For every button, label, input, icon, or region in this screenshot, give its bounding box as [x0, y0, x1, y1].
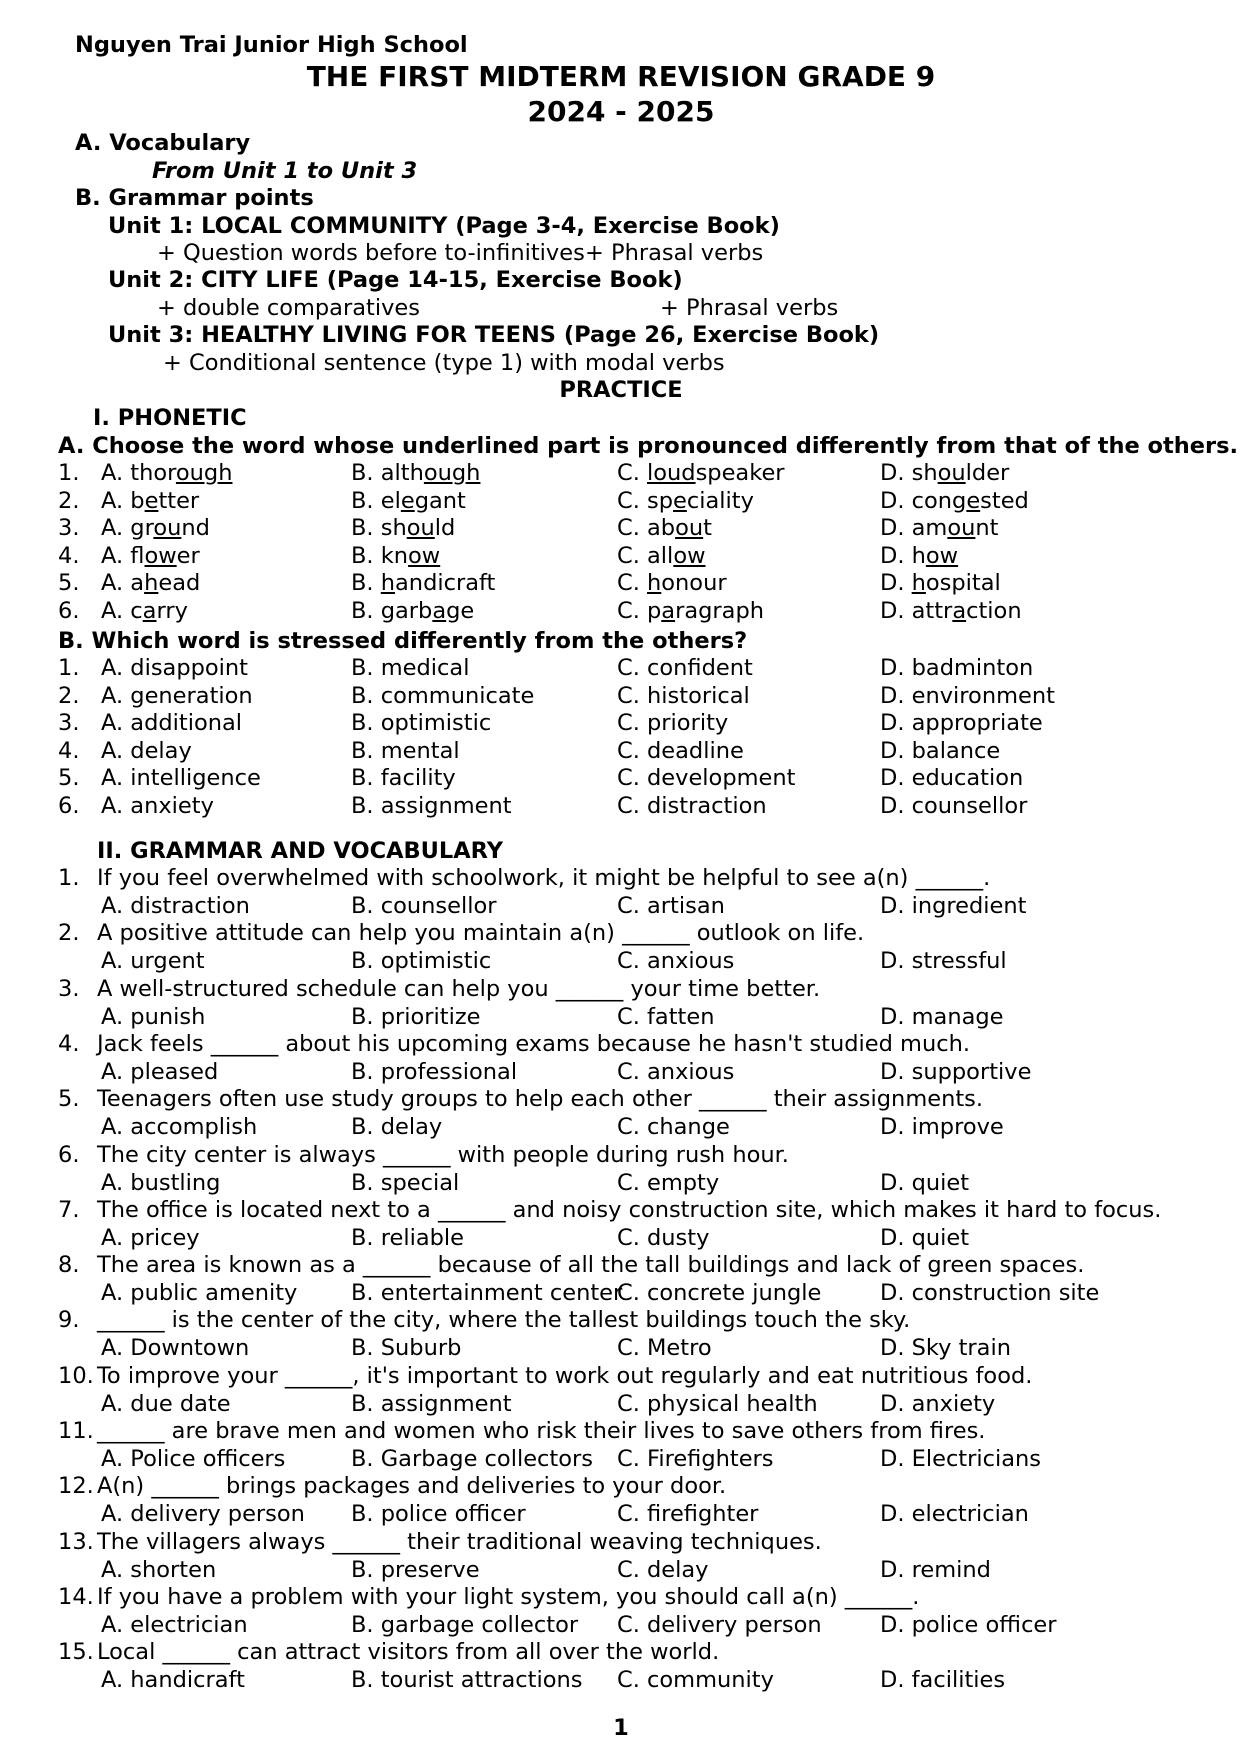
item-number: 4. — [58, 542, 80, 569]
answer-option — [617, 514, 712, 542]
underlined-part: h — [647, 570, 662, 597]
question-number: 4. — [58, 1030, 80, 1057]
answer-option: A. shorten — [101, 1556, 217, 1583]
answer-option: A. electrician — [101, 1611, 248, 1638]
underlined-part: ou — [406, 515, 435, 542]
answer-option: B. tourist attractions — [351, 1667, 583, 1694]
option-text: t — [703, 515, 712, 542]
underlined-part: a — [142, 598, 157, 624]
item-number: 3. — [58, 710, 80, 737]
question-stem: A well-structured schedule can help you ______ your time better. — [97, 975, 821, 1002]
question-number: 12. — [58, 1473, 94, 1500]
answer-option: D. environment — [880, 682, 1055, 709]
answer-option: D. remind — [880, 1556, 991, 1583]
answer-option: C. deadline — [617, 737, 744, 764]
underlined-part: e — [400, 487, 415, 514]
answer-option — [880, 514, 998, 542]
option-text: C. all — [617, 542, 674, 569]
answer-option: B. optimistic — [351, 948, 492, 975]
answer-option: C. distraction — [617, 793, 767, 819]
pronunciation-item — [0, 542, 1242, 570]
phonetic-partA-instruction: A. Choose the word whose underlined part is pronounced differently from that of the others. — [58, 433, 1239, 459]
underlined-part: ow — [925, 542, 959, 569]
underlined-part: ou — [153, 515, 182, 542]
option-text: C. — [617, 570, 648, 597]
answer-option: B. reliable — [351, 1224, 465, 1251]
answer-options — [0, 1390, 1242, 1418]
stress-item — [0, 792, 1242, 820]
vocabulary-heading: A. Vocabulary — [75, 130, 251, 156]
answer-options — [0, 1334, 1242, 1362]
stress-item — [0, 682, 1242, 710]
answer-option: A. disappoint — [101, 655, 249, 681]
underlined-part: loud — [647, 460, 696, 486]
answer-option: C. anxious — [617, 1058, 735, 1085]
stress-item — [0, 709, 1242, 737]
answer-options — [0, 1666, 1242, 1694]
answer-option — [617, 459, 785, 487]
answer-option: A. accomplish — [101, 1114, 258, 1141]
answer-option: D. improve — [880, 1114, 1004, 1141]
answer-option: A. delivery person — [101, 1501, 305, 1528]
answer-option: D. balance — [880, 737, 1001, 764]
option-text: B. alth — [351, 460, 424, 486]
answer-option: D. supportive — [880, 1058, 1032, 1085]
answer-option — [101, 569, 200, 597]
unit1-point-1: + Question words before to-infinitives — [157, 240, 585, 266]
answer-option: D. education — [880, 765, 1024, 792]
answer-option: D. appropriate — [880, 710, 1043, 737]
answer-option: B. assignment — [351, 1390, 512, 1417]
answer-option: B. counsellor — [351, 893, 497, 919]
answer-option: D. counsellor — [880, 793, 1028, 819]
question-stem: Jack feels ______ about his upcoming exams because he hasn't studied much. — [97, 1030, 970, 1057]
answer-option: C. anxious — [617, 948, 735, 975]
item-number: 1. — [58, 460, 80, 486]
underlined-part: e — [673, 487, 687, 514]
answer-option: D. construction site — [880, 1280, 1100, 1307]
option-text: D. h — [880, 542, 926, 569]
answer-option: B. entertainment center — [351, 1280, 623, 1307]
underlined-part: e — [144, 487, 159, 514]
option-text: D. sh — [880, 460, 938, 486]
answer-option: A. handicraft — [101, 1667, 245, 1694]
answer-option: D. police officer — [880, 1611, 1057, 1638]
option-text: ragraph — [675, 598, 764, 624]
answer-option: C. historical — [617, 682, 750, 709]
answer-option: D. stressful — [880, 948, 1007, 975]
underlined-part: a — [432, 598, 447, 624]
answer-options — [0, 1224, 1242, 1252]
underlined-part: a — [952, 598, 967, 624]
option-text: er — [176, 542, 200, 569]
unit3-point-1: + Conditional sentence (type 1) with modal verbs — [163, 350, 725, 376]
underlined-part: ough — [175, 460, 233, 486]
answer-options — [0, 1500, 1242, 1528]
answer-option — [101, 459, 232, 487]
option-text: A. fl — [101, 542, 145, 569]
question-number: 14. — [58, 1583, 94, 1610]
answer-options — [0, 1445, 1242, 1473]
item-number: 4. — [58, 737, 80, 764]
answer-option: D. badminton — [880, 655, 1034, 681]
underlined-part: ow — [673, 542, 706, 569]
option-text: A. gr — [101, 515, 154, 542]
underlined-part: ow — [408, 542, 441, 569]
phonetic-partB-instruction: B. Which word is stressed differently from the others? — [58, 628, 748, 654]
answer-option: B. prioritize — [351, 1003, 481, 1030]
answer-option: D. facilities — [880, 1667, 1006, 1694]
option-text: C. sp — [617, 487, 674, 514]
question-number: 15. — [58, 1639, 94, 1666]
answer-option: C. development — [617, 765, 796, 792]
answer-option: B. special — [351, 1169, 460, 1196]
answer-option — [351, 459, 480, 487]
answer-option — [351, 569, 495, 597]
question-number: 2. — [58, 920, 80, 947]
underlined-part: h — [911, 570, 926, 597]
answer-options — [0, 1058, 1242, 1086]
question-number: 7. — [58, 1196, 80, 1223]
answer-option — [351, 542, 440, 570]
answer-option: A. Downtown — [101, 1335, 250, 1362]
answer-option — [880, 459, 1009, 487]
answer-option: A. bustling — [101, 1169, 221, 1196]
question-number: 3. — [58, 975, 80, 1002]
option-text: B. garb — [351, 598, 433, 624]
answer-option: C. delivery person — [617, 1611, 822, 1638]
answer-option: B. medical — [351, 655, 470, 681]
grammar-points-heading: B. Grammar points — [75, 185, 314, 211]
answer-option: C. priority — [617, 710, 729, 737]
underlined-part: e — [966, 487, 981, 514]
answer-options — [0, 1556, 1242, 1584]
question-stem: The office is located next to a ______ and noisy construction site, which makes it hard to focus. — [97, 1196, 1162, 1223]
answer-option: A. punish — [101, 1003, 206, 1030]
stress-item — [0, 764, 1242, 792]
answer-option — [880, 542, 958, 570]
question-stem: The area is known as a ______ because of all the tall buildings and lack of green spaces. — [97, 1252, 1085, 1279]
underlined-part: ou — [947, 515, 976, 542]
answer-option — [351, 514, 455, 542]
option-text: gant — [414, 487, 466, 514]
option-text: D. — [880, 570, 912, 597]
answer-option: B. Garbage collectors — [351, 1446, 593, 1472]
answer-option: B. police officer — [351, 1501, 526, 1528]
answer-options — [0, 1003, 1242, 1031]
option-text: ead — [158, 570, 201, 597]
option-text: rry — [156, 598, 188, 624]
item-number: 1. — [58, 655, 80, 681]
pronunciation-item — [0, 459, 1242, 487]
option-text: B. kn — [351, 542, 409, 569]
answer-option: C. delay — [617, 1556, 709, 1583]
stress-item — [0, 737, 1242, 765]
answer-option: C. concrete jungle — [617, 1280, 822, 1307]
question-number: 11. — [58, 1418, 94, 1444]
option-text: D. am — [880, 515, 948, 542]
pronunciation-item — [0, 597, 1242, 625]
answer-options — [0, 892, 1242, 920]
answer-option: D. electrician — [880, 1501, 1029, 1528]
answer-option — [880, 597, 1022, 625]
underlined-part: ow — [144, 542, 177, 569]
option-text: sted — [980, 487, 1029, 514]
option-text: tter — [158, 487, 200, 514]
answer-option: A. pleased — [101, 1058, 219, 1085]
question-number: 1. — [58, 865, 80, 891]
question-number: 13. — [58, 1528, 94, 1555]
option-text: andicraft — [395, 570, 496, 597]
answer-options — [0, 1169, 1242, 1197]
item-number: 2. — [58, 487, 80, 514]
school-year: 2024 - 2025 — [527, 95, 715, 128]
answer-option: C. empty — [617, 1169, 720, 1196]
grammar-vocabulary-heading: II. GRAMMAR AND VOCABULARY — [97, 838, 504, 864]
stress-item — [0, 654, 1242, 682]
question-stem: A positive attitude can help you maintain a(n) ______ outlook on life. — [97, 920, 865, 947]
unit3-title: Unit 3: HEALTHY LIVING FOR TEENS (Page 26, Exercise Book) — [108, 322, 880, 348]
answer-option: B. delay — [351, 1114, 443, 1141]
answer-option — [101, 514, 210, 542]
answer-options — [0, 1279, 1242, 1307]
answer-option: A. generation — [101, 682, 253, 709]
answer-option: C. artisan — [617, 893, 725, 919]
answer-option — [101, 597, 188, 625]
option-text: C. p — [617, 598, 662, 624]
option-text: D. attr — [880, 598, 953, 624]
option-text: A. thor — [101, 460, 176, 486]
answer-option: A. intelligence — [101, 765, 261, 792]
item-number: 6. — [58, 598, 80, 624]
answer-option: B. Suburb — [351, 1335, 462, 1362]
answer-option: C. dusty — [617, 1224, 710, 1251]
answer-option: B. garbage collector — [351, 1611, 579, 1638]
answer-options — [0, 1113, 1242, 1141]
option-text: B. el — [351, 487, 401, 514]
unit2-title: Unit 2: CITY LIFE (Page 14-15, Exercise Book) — [108, 267, 683, 293]
pronunciation-item — [0, 514, 1242, 542]
vocabulary-detail: From Unit 1 to Unit 3 — [152, 158, 418, 184]
answer-option: C. confident — [617, 655, 753, 681]
practice-label: PRACTICE — [559, 377, 683, 403]
answer-option — [617, 542, 705, 570]
answer-option: D. ingredient — [880, 893, 1027, 919]
answer-option: A. distraction — [101, 893, 250, 919]
question-stem: The city center is always ______ with people during rush hour. — [97, 1141, 789, 1168]
answer-options — [0, 1611, 1242, 1639]
answer-option: B. mental — [351, 737, 460, 764]
answer-option: A. public amenity — [101, 1280, 298, 1307]
answer-option: B. preserve — [351, 1556, 480, 1583]
answer-option: C. Metro — [617, 1335, 712, 1362]
option-text: B. sh — [351, 515, 407, 542]
answer-option — [617, 597, 764, 625]
option-text: A. c — [101, 598, 143, 624]
answer-option: A. Police officers — [101, 1446, 286, 1472]
question-number: 5. — [58, 1086, 80, 1113]
unit2-point-1: + double comparatives — [157, 295, 420, 321]
answer-option: B. professional — [351, 1058, 518, 1085]
answer-option: A. delay — [101, 737, 192, 764]
question-number: 6. — [58, 1141, 80, 1168]
item-number: 6. — [58, 793, 80, 819]
question-stem: If you feel overwhelmed with schoolwork, it might be helpful to see a(n) ______. — [97, 865, 991, 891]
option-text: lder — [965, 460, 1010, 486]
question-stem: ______ are brave men and women who risk their lives to save others from fires. — [97, 1418, 986, 1444]
option-text: ld — [434, 515, 456, 542]
answer-option: C. Firefighters — [617, 1446, 774, 1472]
answer-option: D. anxiety — [880, 1390, 996, 1417]
option-text: onour — [661, 570, 727, 597]
answer-option: C. community — [617, 1667, 774, 1694]
option-text: D. cong — [880, 487, 967, 514]
question-number: 9. — [58, 1307, 80, 1334]
answer-option: D. Sky train — [880, 1335, 1011, 1362]
answer-option: A. anxiety — [101, 793, 214, 819]
answer-option — [617, 569, 727, 597]
underlined-part: h — [144, 570, 159, 597]
answer-option: B. optimistic — [351, 710, 492, 737]
question-stem: Local ______ can attract visitors from all over the world. — [97, 1639, 720, 1666]
answer-option: B. communicate — [351, 682, 535, 709]
answer-option: A. urgent — [101, 948, 205, 975]
underlined-part: ough — [423, 460, 481, 486]
underlined-part: ou — [937, 460, 966, 486]
question-number: 8. — [58, 1252, 80, 1279]
unit1-title: Unit 1: LOCAL COMMUNITY (Page 3-4, Exercise Book) — [108, 213, 780, 239]
answer-option: C. physical health — [617, 1390, 818, 1417]
answer-option: C. change — [617, 1114, 730, 1141]
option-text: B. — [351, 570, 381, 597]
option-text: A. a — [101, 570, 145, 597]
page-title: THE FIRST MIDTERM REVISION GRADE 9 — [306, 60, 936, 93]
answer-option: D. quiet — [880, 1224, 970, 1251]
option-text: ospital — [925, 570, 1001, 597]
question-stem: The villagers always ______ their traditional weaving techniques. — [97, 1528, 822, 1555]
page-number: 1 — [613, 1715, 629, 1741]
option-text: ction — [966, 598, 1022, 624]
answer-option: B. assignment — [351, 793, 512, 819]
phonetic-heading: I. PHONETIC — [93, 405, 247, 431]
question-stem: To improve your ______, it's important to work out regularly and eat nutritious food. — [97, 1362, 1033, 1389]
answer-option: B. facility — [351, 765, 456, 792]
school-name: Nguyen Trai Junior High School — [75, 32, 468, 58]
item-number: 2. — [58, 682, 80, 709]
question-number: 10. — [58, 1362, 94, 1389]
answer-option: D. Electricians — [880, 1446, 1042, 1472]
pronunciation-item — [0, 487, 1242, 515]
answer-option: A. additional — [101, 710, 243, 737]
option-text: nd — [181, 515, 210, 542]
question-stem: A(n) ______ brings packages and deliveries to your door. — [97, 1473, 727, 1500]
answer-option — [880, 487, 1029, 515]
answer-option — [880, 569, 1001, 597]
answer-option: A. pricey — [101, 1224, 200, 1251]
question-stem: Teenagers often use study groups to help each other ______ their assignments. — [97, 1086, 984, 1113]
answer-option: D. manage — [880, 1003, 1004, 1030]
item-number: 3. — [58, 515, 80, 542]
answer-option: A. due date — [101, 1390, 231, 1417]
option-text: A. b — [101, 487, 145, 514]
question-stem: If you have a problem with your light system, you should call a(n) ______. — [97, 1583, 920, 1610]
answer-option: D. quiet — [880, 1169, 970, 1196]
answer-options — [0, 947, 1242, 975]
option-text: C. — [617, 460, 648, 486]
underlined-part: a — [661, 598, 676, 624]
option-text: ge — [446, 598, 475, 624]
option-text: nt — [975, 515, 999, 542]
question-stem: ______ is the center of the city, where the tallest buildings touch the sky. — [97, 1307, 911, 1334]
answer-option — [617, 487, 754, 515]
answer-option — [351, 597, 474, 625]
item-number: 5. — [58, 570, 80, 597]
pronunciation-item — [0, 569, 1242, 597]
answer-option: C. firefighter — [617, 1501, 759, 1528]
unit1-point-2: + Phrasal verbs — [585, 240, 764, 266]
answer-option — [101, 487, 199, 515]
answer-option — [351, 487, 466, 515]
answer-option: C. fatten — [617, 1003, 715, 1030]
underlined-part: ou — [675, 515, 704, 542]
option-text: C. ab — [617, 515, 676, 542]
item-number: 5. — [58, 765, 80, 792]
underlined-part: h — [380, 570, 396, 597]
unit2-point-2: + Phrasal verbs — [660, 295, 839, 321]
option-text: speaker — [695, 460, 785, 486]
answer-option — [101, 542, 200, 570]
option-text: ciality — [686, 487, 754, 514]
